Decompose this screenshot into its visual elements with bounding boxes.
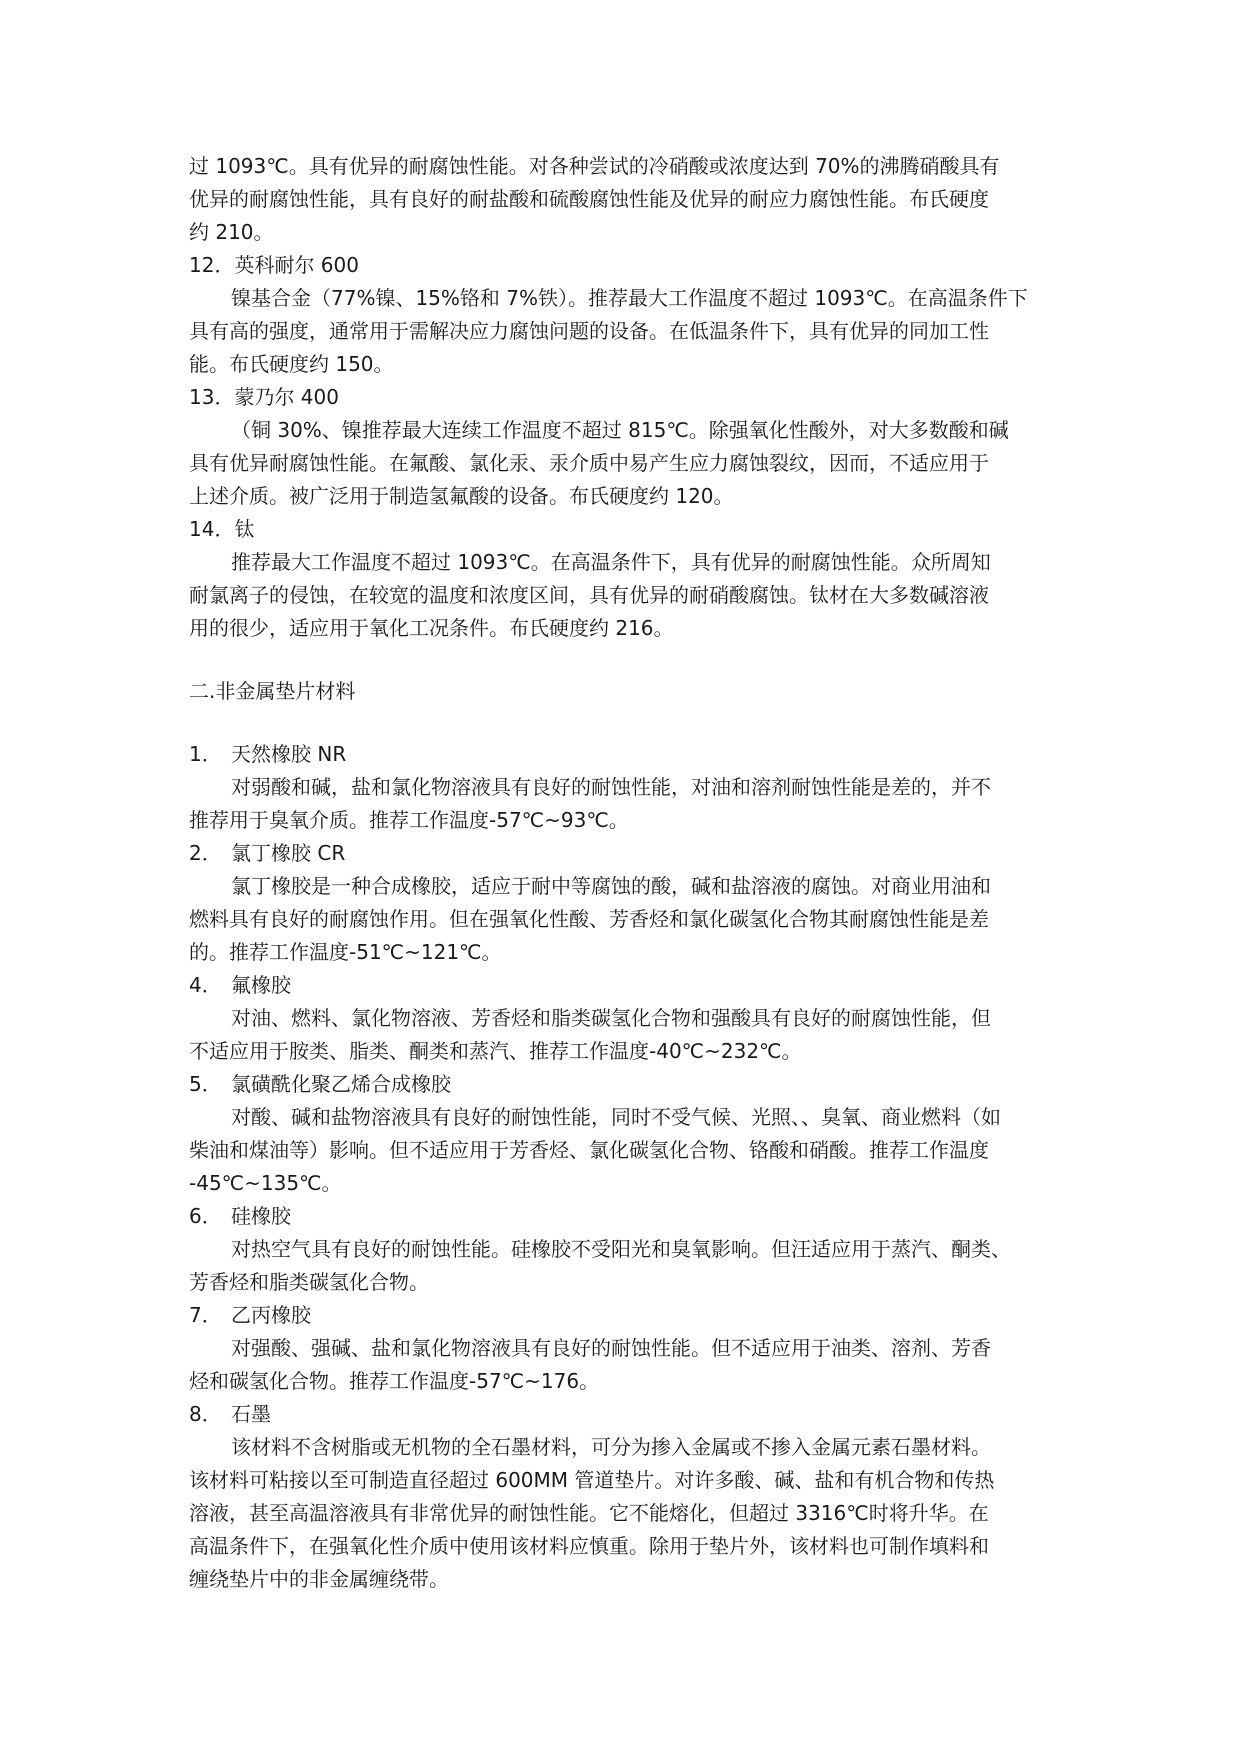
item-title: 氯丁橡胶 CR	[231, 841, 346, 865]
text-line: 对油、燃料、氯化物溶液、芳香烃和脂类碳氢化合物和强酸具有良好的耐腐蚀性能，但	[231, 1006, 991, 1030]
text-line: 推荐最大工作温度不超过 1093℃。在高温条件下，具有优异的耐腐蚀性能。众所周知	[231, 550, 991, 574]
nonmetal-item	[189, 969, 1059, 1068]
item-heading	[189, 969, 1059, 1002]
metal-item	[189, 381, 1059, 513]
item-number: 4．	[189, 973, 222, 997]
item-heading	[189, 1068, 1059, 1101]
document-page	[189, 150, 1059, 1596]
item-heading	[189, 837, 1059, 870]
item-number: 1．	[189, 742, 222, 766]
nonmetal-item	[189, 1068, 1059, 1200]
continued-paragraph	[189, 150, 1059, 249]
item-heading	[189, 381, 1059, 414]
section-title: 二.非金属垫片材料	[189, 679, 356, 703]
item-number: 2．	[189, 841, 222, 865]
text-line: 的。推荐工作温度-51℃~121℃。	[189, 940, 502, 964]
text-line: 该材料可粘接以至可制造直径超过 600MM 管道垫片。对许多酸、碱、盐和有机合物和传热	[189, 1468, 995, 1492]
item-title: 英科耐尔 600	[234, 253, 359, 277]
item-number: 6．	[189, 1204, 222, 1228]
text-line: 高温条件下，在强氧化性介质中使用该材料应慎重。除用于垫片外，该材料也可制作填料和	[189, 1534, 989, 1558]
text-line: 氯丁橡胶是一种合成橡胶，适应于耐中等腐蚀的酸，碱和盐溶液的腐蚀。对商业用油和	[231, 874, 991, 898]
item-title: 石墨	[231, 1402, 271, 1426]
item-heading	[189, 249, 1059, 282]
text-line: -45℃~135℃。	[189, 1171, 342, 1195]
nonmetal-item	[189, 1200, 1059, 1299]
item-heading	[189, 1398, 1059, 1431]
text-line: （铜 30%、镍推荐最大连续工作温度不超过 815℃。除强氧化性酸外，对大多数酸和碱	[231, 418, 1009, 442]
text-line: 对酸、碱和盐物溶液具有良好的耐蚀性能，同时不受气候、光照、、臭氧、商业燃料（如	[231, 1105, 1001, 1129]
item-number: 13．	[189, 385, 235, 409]
item-heading	[189, 1200, 1059, 1233]
text-line: 镍基合金（77%镍、15%铬和 7%铁）。推荐最大工作温度不超过 1093℃。在高温条件下	[231, 286, 1028, 310]
text-line: 优异的耐腐蚀性能，具有良好的耐盐酸和硫酸腐蚀性能及优异的耐应力腐蚀性能。布氏硬度	[189, 187, 989, 211]
text-line: 对热空气具有良好的耐蚀性能。硅橡胶不受阳光和臭氧影响。但汪适应用于蒸汽、酮类、	[231, 1237, 1011, 1261]
item-heading	[189, 738, 1059, 771]
text-line: 用的很少，适应用于氧化工况条件。布氏硬度约 216。	[189, 616, 674, 640]
item-title: 蒙乃尔 400	[234, 385, 339, 409]
item-heading	[189, 1299, 1059, 1332]
text-line: 不适应用于胺类、脂类、酮类和蒸汽、推荐工作温度-40℃~232℃。	[189, 1039, 802, 1063]
item-number: 8．	[189, 1402, 222, 1426]
item-number: 7．	[189, 1303, 222, 1327]
nonmetal-item	[189, 738, 1059, 837]
text-line: 柴油和煤油等）影响。但不适应用于芳香烃、氯化碳氢化合物、铬酸和硝酸。推荐工作温度	[189, 1138, 989, 1162]
spacer	[189, 645, 1059, 675]
item-heading	[189, 513, 1059, 546]
text-line: 烃和碳氢化合物。推荐工作温度-57℃~176。	[189, 1369, 600, 1393]
text-line: 过 1093℃。具有优异的耐腐蚀性能。对各种尝试的冷硝酸或浓度达到 70%的沸腾硝酸具有	[189, 154, 1000, 178]
nonmetal-item	[189, 1398, 1059, 1596]
item-title: 氟橡胶	[231, 973, 291, 997]
text-line: 具有高的强度，通常用于需解决应力腐蚀问题的设备。在低温条件下，具有优异的同加工性	[189, 319, 989, 343]
text-line: 芳香烃和脂类碳氢化合物。	[189, 1270, 429, 1294]
text-line: 推荐用于臭氧介质。推荐工作温度-57℃~93℃。	[189, 808, 629, 832]
item-title: 钛	[234, 517, 255, 541]
item-title: 乙丙橡胶	[231, 1303, 311, 1327]
item-title: 天然橡胶 NR	[231, 742, 347, 766]
metal-item	[189, 513, 1059, 645]
text-line: 具有优异耐腐蚀性能。在氟酸、氯化汞、汞介质中易产生应力腐蚀裂纹，因而，不适应用于	[189, 451, 989, 475]
item-number: 12．	[189, 253, 235, 277]
text-line: 该材料不含树脂或无机物的全石墨材料，可分为掺入金属或不掺入金属元素石墨材料。	[231, 1435, 991, 1459]
nonmetal-item	[189, 837, 1059, 969]
spacer	[189, 708, 1059, 738]
item-title: 硅橡胶	[231, 1204, 291, 1228]
text-line: 对强酸、强碱、盐和氯化物溶液具有良好的耐蚀性能。但不适应用于油类、溶剂、芳香	[231, 1336, 991, 1360]
item-number: 5．	[189, 1072, 222, 1096]
item-title: 氯磺酰化聚乙烯合成橡胶	[231, 1072, 451, 1096]
text-line: 耐氯离子的侵蚀，在较宽的温度和浓度区间，具有优异的耐硝酸腐蚀。钛材在大多数碱溶液	[189, 583, 989, 607]
metal-item	[189, 249, 1059, 381]
text-line: 溶液，甚至高温溶液具有非常优异的耐蚀性能。它不能熔化，但超过 3316℃时将升华。在	[189, 1501, 989, 1525]
item-number: 14．	[189, 517, 235, 541]
text-line: 约 210。	[189, 220, 274, 244]
text-line: 对弱酸和碱，盐和氯化物溶液具有良好的耐蚀性能，对油和溶剂耐蚀性能是差的，并不	[231, 775, 991, 799]
nonmetal-item	[189, 1299, 1059, 1398]
text-line: 上述介质。被广泛用于制造氢氟酸的设备。布氏硬度约 120。	[189, 484, 734, 508]
text-line: 能。布氏硬度约 150。	[189, 352, 394, 376]
text-line: 缠绕垫片中的非金属缠绕带。	[189, 1567, 449, 1591]
text-line: 燃料具有良好的耐腐蚀作用。但在强氧化性酸、芳香烃和氯化碳氢化合物其耐腐蚀性能是差	[189, 907, 989, 931]
